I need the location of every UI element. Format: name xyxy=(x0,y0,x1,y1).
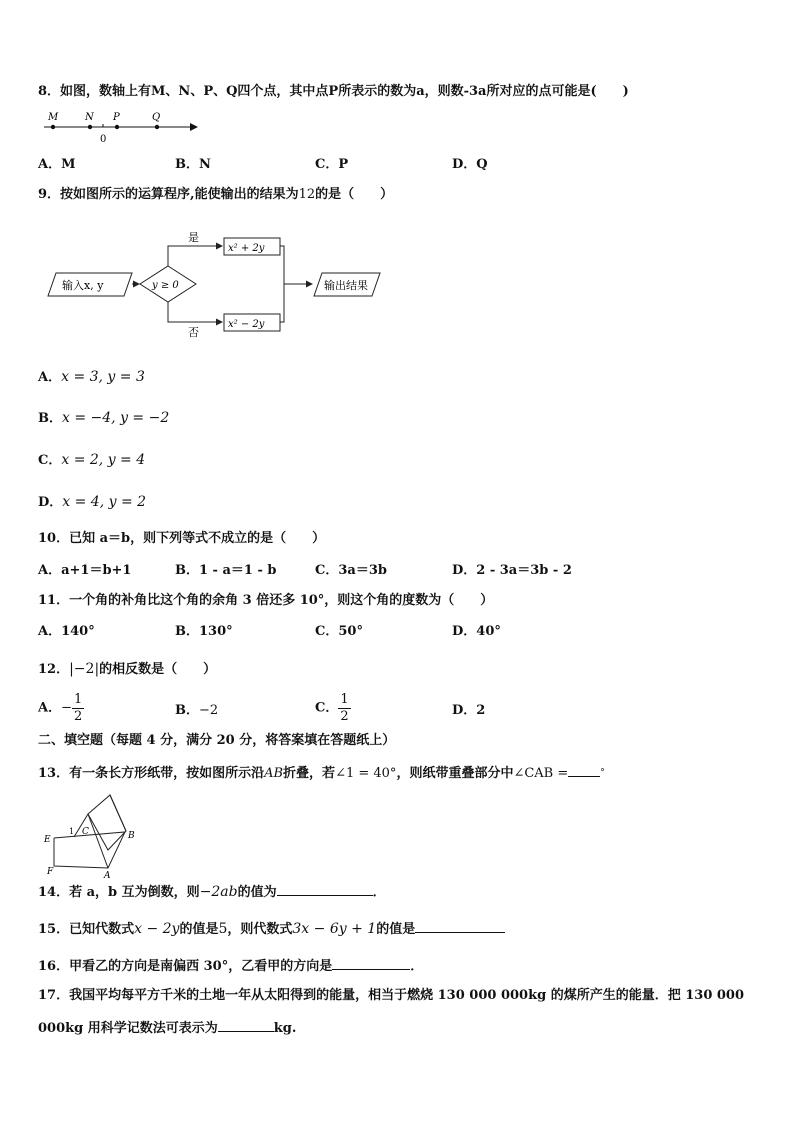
label-a: A xyxy=(104,871,111,880)
answer-blank[interactable] xyxy=(218,1019,274,1032)
abs-value-expr: |−2| xyxy=(69,661,100,677)
q8-option-b[interactable]: B．N xyxy=(175,157,211,172)
point-m-label: M xyxy=(48,112,59,123)
q10-option-d[interactable]: D．2 - 3a＝3b - 2 xyxy=(452,563,572,578)
q9-option-d[interactable]: D．x = 4, y = 2 xyxy=(38,494,147,510)
q8-stem: 8．如图，数轴上有M、N、P、Q四个点，其中点P所表示的数为a，则数-3a所对应的点可能是( ) xyxy=(38,84,629,99)
point-q-label: Q xyxy=(152,112,161,123)
origin-label: 0 xyxy=(100,134,107,145)
q11-stem: 11．一个角的补角比这个角的余角 3 倍还多 10°，则这个角的度数为（ ） xyxy=(38,593,494,608)
q8-option-d[interactable]: D．Q xyxy=(452,157,488,172)
q15-stem: 15．已知代数式x − 2y的值是5，则代数式3x − 6y + 1的值是 xyxy=(38,920,505,939)
q10-option-b[interactable]: B．1 - a＝1 - b xyxy=(175,563,277,578)
q16-stem: 16．甲看乙的方向是南偏西 30°，乙看甲的方向是 ． xyxy=(38,959,424,974)
answer-blank[interactable] xyxy=(415,920,505,933)
q11-option-c[interactable]: C．50° xyxy=(315,624,363,639)
label-e: E xyxy=(44,835,51,845)
q17-line-1: 17．我国平均每平方千米的土地一年从太阳得到的能量，相当于燃烧 130 000 000kg 的煤所产生的能量．把 130 000 xyxy=(38,988,745,1003)
q13-stem: 13．有一条长方形纸带，按如图所示沿AB折叠，若∠1 = 40°，则纸带重叠部分中∠CAB = ° xyxy=(38,766,605,781)
q9-flowchart xyxy=(44,228,389,343)
q10-option-c[interactable]: C．3a＝3b xyxy=(315,563,387,578)
q12-option-d[interactable]: D．2 xyxy=(452,703,486,718)
q9-option-c[interactable]: C．x = 2, y = 4 xyxy=(38,452,146,468)
answer-blank[interactable] xyxy=(332,957,410,970)
q8-option-a[interactable]: A．M xyxy=(38,157,76,172)
flow-no-expr: x² − 2y xyxy=(228,319,265,330)
section-heading: 二、填空题（每题 4 分，满分 20 分，将答案填在答题纸上） xyxy=(38,733,396,748)
q12-option-b[interactable]: B．−2 xyxy=(175,703,219,718)
label-f: F xyxy=(47,867,54,877)
q14-stem: 14．若 a，b 互为倒数，则−2ab的值为 ． xyxy=(38,884,386,900)
answer-blank[interactable] xyxy=(568,764,600,777)
q12-option-a[interactable]: A．− $\frac{1}{2}$ xyxy=(38,692,83,724)
label-b: B xyxy=(128,831,135,841)
label-angle-1: 1 xyxy=(69,827,75,836)
point-p-label: P xyxy=(113,112,120,123)
flow-yes-expr: x² + 2y xyxy=(228,243,265,254)
q10-stem: 10．已知 a＝b，则下列等式不成立的是（ ） xyxy=(38,531,326,546)
flow-yes-label: 是 xyxy=(188,231,199,244)
q9-option-a[interactable]: A．x = 3, y = 3 xyxy=(38,369,145,385)
q11-option-d[interactable]: D．40° xyxy=(452,624,501,639)
flow-input-label: 输入x, y xyxy=(62,279,104,292)
flow-condition-label: y ≥ 0 xyxy=(152,280,179,291)
q9-option-b[interactable]: B．x = −4, y = −2 xyxy=(38,410,170,426)
q8-option-c[interactable]: C．P xyxy=(315,157,349,172)
point-n-label: N xyxy=(85,112,94,123)
q8-number-line xyxy=(40,108,200,148)
q12-stem: 12．|−2|的相反数是（ ） xyxy=(38,661,217,677)
q11-option-b[interactable]: B．130° xyxy=(175,624,233,639)
q13-folded-strip-figure xyxy=(40,790,145,880)
flow-output-label: 输出结果 xyxy=(324,279,368,292)
q11-option-a[interactable]: A．140° xyxy=(38,624,95,639)
label-c: C xyxy=(82,827,89,837)
q10-option-a[interactable]: A．a+1＝b+1 xyxy=(38,563,132,578)
fraction: $\frac{1}{2}$ xyxy=(74,692,83,724)
fraction: $\frac{1}{2}$ xyxy=(340,692,349,724)
answer-blank[interactable] xyxy=(277,883,373,896)
q9-stem: 9．按如图所示的运算程序,能使输出的结果为12的是（ ） xyxy=(38,187,394,202)
q17-line-2: 000kg 用科学记数法可表示为 kg. xyxy=(38,1021,297,1036)
flow-no-label: 否 xyxy=(188,326,199,339)
q12-option-c[interactable]: C． $\frac{1}{2}$ xyxy=(315,692,349,724)
